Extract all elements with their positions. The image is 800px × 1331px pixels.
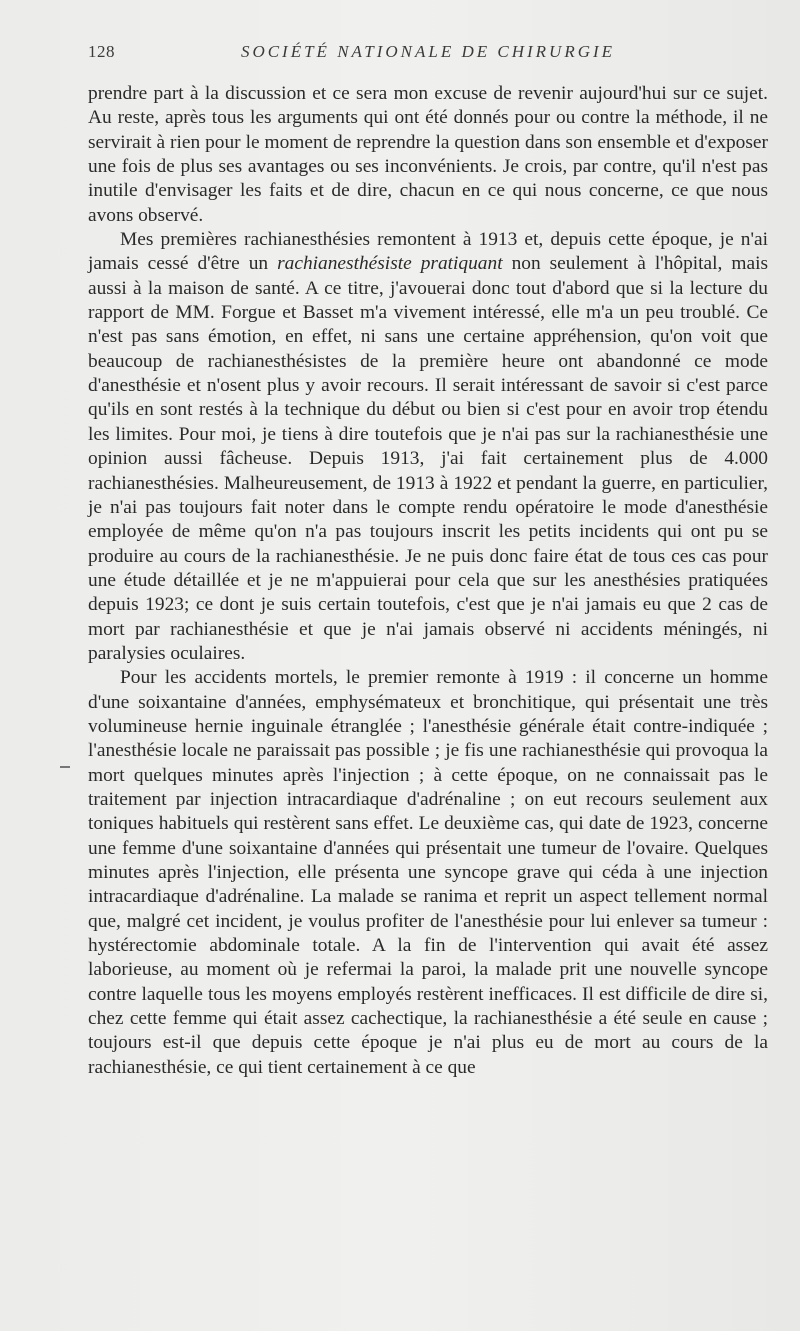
paragraph-2-italic-phrase: rachianesthésiste pratiquant	[277, 253, 503, 275]
paragraph-3-text: Pour les accidents mortels, le premier remonte à 1919 : il concerne un homme d'une soixantaine d'années, emphysémateux et bronchitique, qui présentait une très volumineuse hernie inguinale étranglée ; l'anesthésie générale était contre-indiquée ; l'anesthésie locale ne paraissait pas possible ; je fis une rachianesthésie qui provoqua la mort quelques minutes après l'injection ; à cette époque, on ne connaissait pas le traitement par injection intracardiaque d'adrénaline ; on eut recours seulement aux toniques habituels qui restèrent sans effet. Le deuxième cas, qui date de 1923, concerne une femme d'une soixantaine d'années qui présentait une tumeur de l'ovaire. Quelques minutes après l'injection, elle présenta une syncope grave qui céda à une injection intracardiaque d'adrénaline. La malade se ranima et reprit un aspect tellement normal que, malgré cet incident, je voulus profiter de l'anesthésie pour lui enlever sa tumeur : hystérectomie abdominale totale. A la fin de l'intervention qui avait été assez laborieuse, au moment où je refermai la paroi, la malade prit une nouvelle syncope contre laquelle tous les moyens employés restèrent inefficaces. Il est difficile de dire si, chez cette femme qui était assez cachectique, la rachianesthésie a été seule en cause ; toujours est-il que depuis cette époque je n'ai plus eu de mort au cours de la rachianesthésie, ce qui tient certainement à ce que	[88, 667, 768, 1078]
paragraph-1-text: prendre part à la discussion et ce sera mon excuse de revenir aujourd'hui sur ce sujet. Au reste, après tous les arguments qui ont été donnés pour ou contre la méthode, il ne servirait à rien pour le moment de reprendre la question dans son ensemble et d'exposer une fois de plus ses avantages ou ses inconvénients. Je crois, par contre, qu'il n'est pas inutile d'envisager les faits et de dire, chacun en ce qui nous concerne, ce que nous avons observé.	[88, 83, 768, 226]
paragraph-3	[88, 666, 768, 1080]
paragraph-1	[88, 82, 768, 228]
paragraph-2-text-start: Mes premières rachianesthésies remontent à 1913 et, depuis cette époque, je n'ai jamais cessé d'être un	[88, 229, 768, 275]
paragraph-2	[88, 228, 768, 666]
page-number: 128	[88, 42, 115, 61]
page-header	[88, 42, 768, 70]
margin-mark	[60, 766, 70, 768]
running-title: SOCIÉTÉ NATIONALE DE CHIRURGIE	[240, 42, 616, 61]
body-text	[88, 82, 768, 1080]
paragraph-2-text-end: non seulement à l'hôpital, mais aussi à la maison de santé. A ce titre, j'avouerai donc tout d'abord que si la lecture du rapport de MM. Forgue et Basset m'a vivement intéressé, elle m'a un peu troublé. Ce n'est pas sans émotion, en effet, ni sans une certaine appréhension, qu'on voit que beaucoup de rachianesthésistes de la première heure ont abandonné ce mode d'anesthésie et n'osent plus y avoir recours. Il serait intéressant de savoir si c'est parce qu'ils en sont restés à la technique du début ou bien si c'est pour en avoir trop étendu les limites. Pour moi, je tiens à dire toutefois que je n'ai pas sur la rachianesthésie une opinion aussi fâcheuse. Depuis 1913, j'ai fait certainement plus de 4.000 rachianesthésies. Malheureusement, de 1913 à 1922 et pendant la guerre, en particulier, je n'ai pas toujours fait noter dans le compte rendu opératoire le mode d'anesthésie employée de même qu'on n'a pas toujours inscrit les petits incidents qui ont pu se produire au cours de la rachianesthésie. Je ne puis donc faire état de tous ces cas pour une étude détaillée et je ne m'appuierai pour cela que sur les anesthésies pratiquées depuis 1923; ce dont je suis certain toutefois, c'est que je n'ai jamais eu que 2 cas de mort par rachianesthésie et que je n'ai jamais observé ni accidents méningés, ni paralysies oculaires.	[88, 253, 768, 664]
